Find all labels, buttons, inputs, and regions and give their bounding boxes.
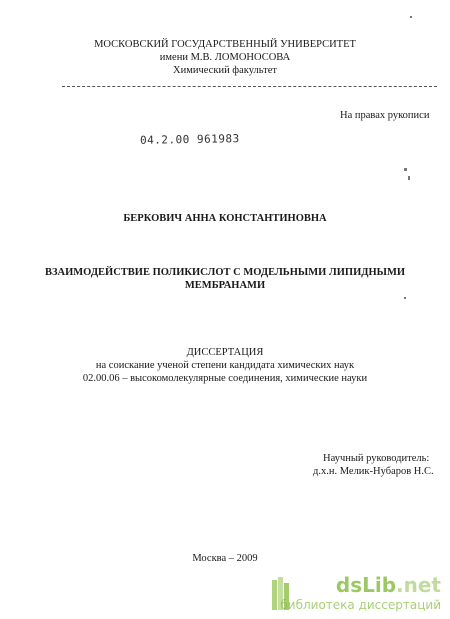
archive-stamp: 04.2.00 961983: [139, 132, 240, 147]
watermark-brand: [336, 573, 441, 597]
scan-speck: [408, 176, 410, 180]
scan-speck: [404, 168, 407, 171]
watermark-brand-main: dsLib: [335, 573, 397, 597]
dissertation-heading: ДИССЕРТАЦИЯ: [186, 347, 264, 358]
watermark-tagline: библиотека диссертаций: [280, 598, 441, 612]
supervisor-label: Научный руководитель:: [323, 453, 430, 464]
scan-speck: [404, 297, 406, 299]
thesis-title-line-2: МЕМБРАНАМИ: [184, 280, 266, 291]
degree-line: на соискание ученой степени кандидата химических наук: [95, 360, 355, 371]
rights-note: На правах рукописи: [340, 110, 430, 121]
university-named-after: имени М.В. ЛОМОНОСОВА: [159, 52, 291, 63]
university-name: МОСКОВСКИЙ ГОСУДАРСТВЕННЫЙ УНИВЕРСИТЕТ: [94, 39, 356, 50]
header-divider: [62, 86, 437, 87]
thesis-title-line-1: ВЗАИМОДЕЙСТВИЕ ПОЛИКИСЛОТ С МОДЕЛЬНЫМИ ЛИПИДНЫМИ: [44, 267, 406, 278]
dslib-watermark: [262, 569, 447, 619]
place-year: Москва – 2009: [192, 553, 258, 564]
watermark-brand-tld: .net: [396, 573, 441, 597]
specialty-line: 02.00.06 – высокомолекулярные соединения, химические науки: [82, 373, 368, 384]
faculty-name: Химический факультет: [173, 65, 277, 76]
scan-speck: [410, 16, 412, 18]
author-name: БЕРКОВИЧ АННА КОНСТАНТИНОВНА: [123, 213, 327, 224]
supervisor-name: д.х.н. Мелик-Нубаров Н.С.: [313, 466, 434, 477]
